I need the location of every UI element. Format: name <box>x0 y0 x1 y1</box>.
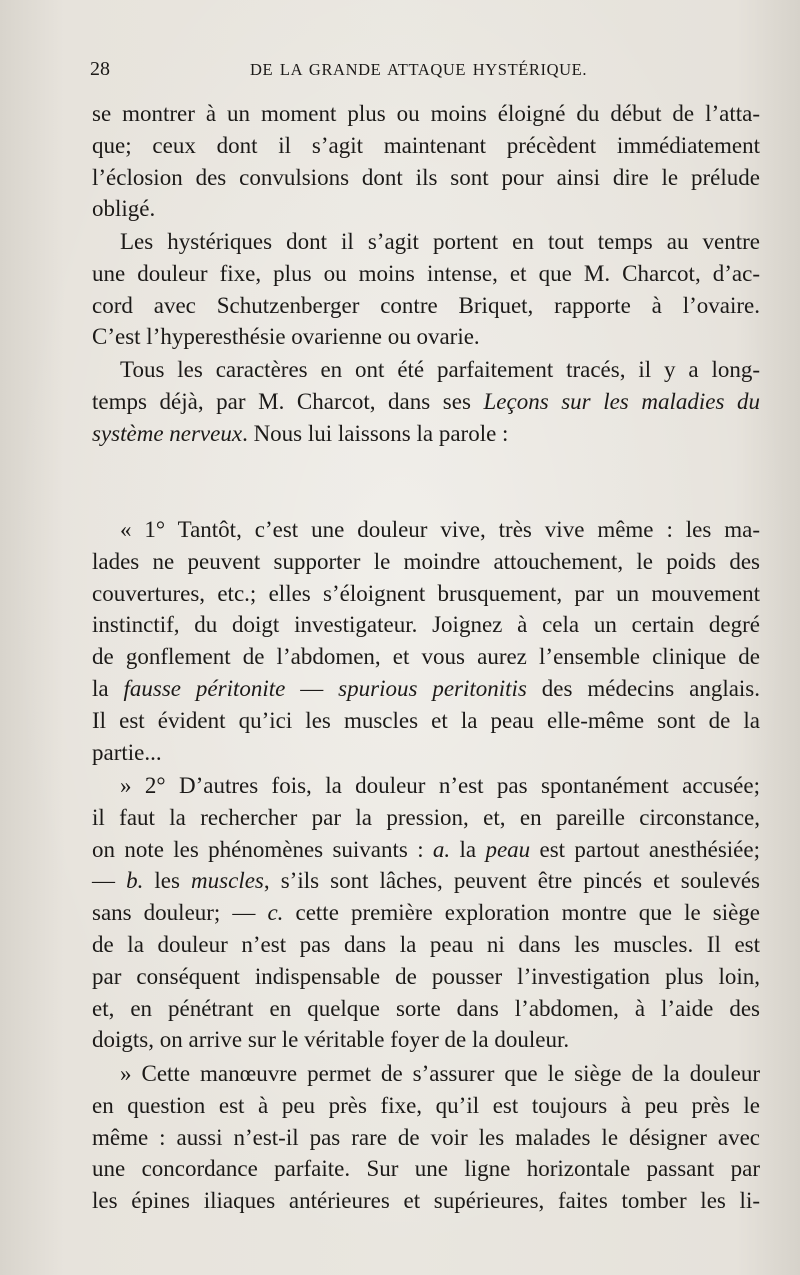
italic-term: a. <box>432 836 451 862</box>
text-line: une douleur fixe, plus ou moins intense, et que M. Charcot, d’ac- <box>92 260 760 286</box>
paragraph-2 <box>92 226 760 353</box>
paragraph-4-quotation <box>92 514 760 768</box>
page-number: 28 <box>90 58 110 80</box>
text-line: « 1° Tantôt, c’est une douleur vive, très vive même : les ma- <box>120 517 760 542</box>
text-run: est partout anesthésiée; <box>530 836 760 862</box>
text-line: instinctif, du doigt investigateur. Joignez à cela un certain degré <box>92 612 760 638</box>
text-line: même : aussi n’est-il pas rare de voir les malades le désigner avec <box>92 1124 760 1150</box>
book-title-italic: système nerveux <box>92 420 243 446</box>
text-line: et, en pénétrant en quelque sorte dans l’abdomen, à l’aide des <box>92 995 760 1021</box>
italic-term: muscles <box>191 868 264 894</box>
text-line: C’est l’hyperesthésie ovarienne ou ovarie. <box>92 324 480 350</box>
text-run: la <box>450 836 486 862</box>
text-run: — <box>92 868 127 894</box>
text-line: de gonflement de l’abdomen, et vous aurez l’ensemble clinique de <box>92 644 760 670</box>
text-line: » 2° D’autres fois, la douleur n’est pas spontanément accusée; <box>120 773 760 798</box>
text-line <box>92 897 760 929</box>
text-run: — <box>285 675 339 701</box>
text-line: Tous les caractères en ont été parfaitement tracés, il y a long- <box>120 357 760 382</box>
text-run: . Nous lui laissons la parole : <box>242 420 509 446</box>
text-line: couvertures, etc.; elles s’éloignent brusquement, par un mouvement <box>92 580 760 606</box>
text-line: se montrer à un moment plus ou moins éloigné du début de l’atta- <box>92 101 760 126</box>
text-line <box>92 834 760 866</box>
text-run: la <box>92 675 124 701</box>
text-line: il faut la rechercher par la pression, et, en pareille circonstance, <box>92 804 760 830</box>
text-line: Les hystériques dont il s’agit portent en tout temps au ventre <box>120 229 760 254</box>
text-line: que; ceux dont il s’agit maintenant précèdent immédiatement <box>92 132 760 158</box>
paragraph-3 <box>92 354 760 449</box>
italic-term: spurious peritonitis <box>338 675 527 701</box>
text-run: cette première exploration montre que le siège <box>283 900 760 926</box>
text-line <box>92 865 760 897</box>
text-run: sans douleur; — <box>92 900 268 926</box>
text-run: des médecins anglais. <box>526 675 761 701</box>
paragraph-6 <box>92 1058 760 1217</box>
text-run: les <box>143 868 192 894</box>
text-line: cord avec Schutzenberger contre Briquet, rapporte à l’ovaire. <box>92 292 760 318</box>
text-line: partie... <box>92 739 162 765</box>
text-line: une concordance parfaite. Sur une ligne horizontale passant par <box>92 1156 760 1182</box>
text-line: de la douleur n’est pas dans la peau ni dans les muscles. Il est <box>92 931 760 957</box>
text-line: obligé. <box>92 196 156 222</box>
text-line: les épines iliaques antérieures et supérieures, faites tomber les li- <box>92 1188 760 1214</box>
text-line: doigts, on arrive sur le véritable foyer de la douleur. <box>92 1027 570 1053</box>
italic-term: peau <box>485 836 531 862</box>
italic-term: b. <box>126 868 144 894</box>
text-line: en question est à peu près fixe, qu’il est toujours à peu près le <box>92 1092 760 1118</box>
text-run: on note les phénomènes suivants : <box>92 836 433 862</box>
running-title: DE LA GRANDE ATTAQUE HYSTÉRIQUE. <box>250 60 588 79</box>
text-line: Il est évident qu’ici les muscles et la peau elle-même sont de la <box>92 707 760 733</box>
italic-term: c. <box>267 900 284 926</box>
text-line: par conséquent indispensable de pousser l’investigation plus loin, <box>92 963 760 989</box>
page-header <box>90 58 720 84</box>
text-line: l’éclosion des convulsions dont ils sont pour ainsi dire le prélude <box>92 164 760 190</box>
paragraph-1 <box>92 98 760 225</box>
text-run: , s’ils sont lâches, peuvent être pincés et soulevés <box>263 868 760 894</box>
text-line <box>92 673 760 705</box>
book-title-italic: Leçons sur les maladies du <box>483 388 760 414</box>
text-line: » Cette manœuvre permet de s’assurer que le siège de la douleur <box>120 1061 760 1086</box>
italic-term: fausse péritonite <box>123 675 286 701</box>
text-run: temps déjà, par M. Charcot, dans ses <box>92 388 484 414</box>
text-line: lades ne peuvent supporter le moindre attouchement, le poids des <box>92 548 760 574</box>
text-line <box>92 418 760 450</box>
text-line <box>92 386 760 418</box>
paragraph-5 <box>92 770 760 1056</box>
